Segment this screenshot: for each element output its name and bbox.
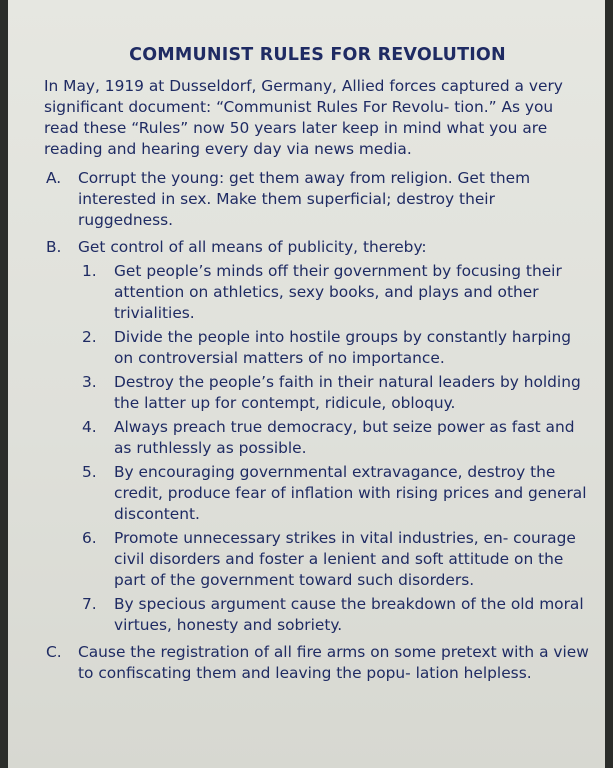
list-item	[78, 372, 591, 414]
list-item-number: 1.	[82, 262, 97, 280]
section-a	[44, 168, 591, 231]
list-item-text: Promote unnecessary strikes in vital industries, en- courage civil disorders and foster a lenient and soft attitude on the part of the government toward such disorders.	[114, 529, 576, 589]
list-item-text: By specious argument cause the breakdown of the old moral virtues, honesty and sobriety.	[114, 595, 584, 634]
section-marker: A.	[46, 169, 62, 187]
list-item-number: 2.	[82, 328, 97, 346]
list-item-number: 3.	[82, 373, 97, 391]
list-item-number: 7.	[82, 595, 97, 613]
list-item	[78, 417, 591, 459]
list-item	[78, 327, 591, 369]
section-text: Get control of all means of publicity, thereby:	[78, 238, 427, 256]
list-item-text: By encouraging governmental extravagance, destroy the credit, produce fear of inflation with rising prices and general discontent.	[114, 463, 587, 523]
section-b	[44, 237, 591, 636]
list-item-number: 6.	[82, 529, 97, 547]
section-text: Cause the registration of all fire arms on some pretext with a view to confiscating them and leaving the popu- lation helpless.	[78, 643, 589, 682]
list-item	[78, 594, 591, 636]
section-marker: C.	[46, 643, 62, 661]
list-item-text: Always preach true democracy, but seize power as fast and as ruthlessly as possible.	[114, 418, 575, 457]
list-item-text: Destroy the people’s faith in their natural leaders by holding the latter up for contempt, ridicule, obloquy.	[114, 373, 581, 412]
page-title: COMMUNIST RULES FOR REVOLUTION	[129, 45, 506, 65]
list-item	[78, 261, 591, 324]
list-item-number: 5.	[82, 463, 97, 481]
list-item-text: Get people’s minds off their government by focusing their attention on athletics, sexy books, and plays and other trivialities.	[114, 262, 562, 322]
document-page	[8, 0, 605, 768]
section-c	[44, 642, 591, 684]
list-item-number: 4.	[82, 418, 97, 436]
section-b-list	[78, 261, 591, 636]
section-text: Corrupt the young: get them away from religion. Get them interested in sex. Make them superficial; destroy their ruggedness.	[78, 169, 531, 229]
section-marker: B.	[46, 238, 62, 256]
list-item	[78, 528, 591, 591]
list-item-text: Divide the people into hostile groups by constantly harping on controversial matters of no importance.	[114, 328, 572, 367]
intro-paragraph: In May, 1919 at Dusseldorf, Germany, Allied forces captured a very significant document: “Communist Rules For Revolu- tion.” As you read these “Rules” now 50 years later keep in mind what you are reading and hearing every day via news media.	[44, 77, 563, 158]
list-item	[78, 462, 591, 525]
